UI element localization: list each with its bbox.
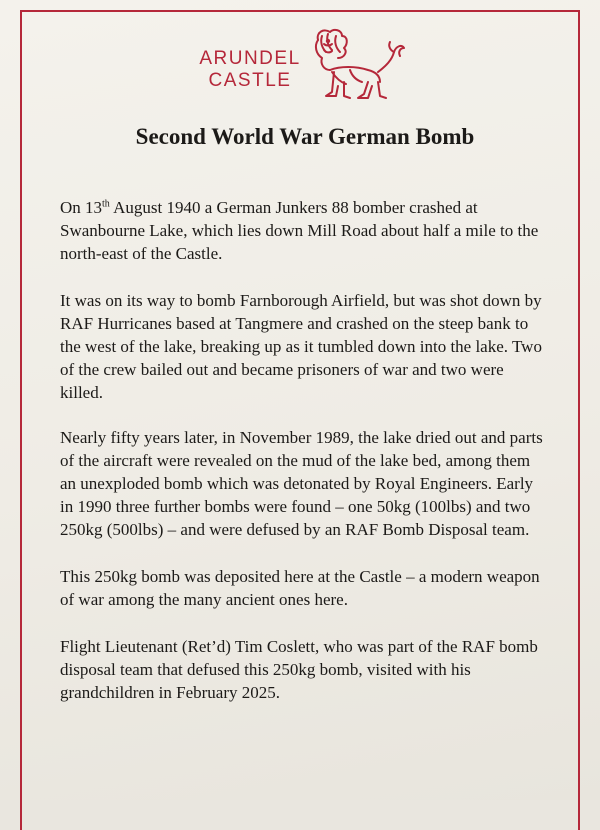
paragraph-2: It was on its way to bomb Farnborough Airfield, but was shot down by RAF Hurricanes based at Tangmere and crashed on the steep bank to the west of the lake, breaking up as it tumbled down into the lake. Two of the crew bailed out and became prisoners of war and two were killed.	[60, 291, 542, 402]
p1-text-start: On 13	[60, 198, 103, 217]
p1-text-end: August 1940 a German Junkers 88 bomber crashed at Swanbourne Lake, which lies down Mill Road about half a mile to the north-east of the Castle.	[60, 198, 539, 263]
heraldic-lion-icon	[306, 26, 406, 104]
logo-wordmark	[196, 48, 304, 92]
logo-line-2: CASTLE	[208, 70, 292, 91]
page-title: Second World War German Bomb	[135, 124, 475, 149]
paragraph-3: Nearly fifty years later, in November 1989, the lake dried out and parts of the aircraft were revealed on the mud of the lake bed, among them an unexploded bomb which was detonated by Royal Engineers. Early in 1990 three further bombs were found – one 50kg (100lbs) and two 250kg (500lbs) – and were defused by an RAF Bomb Disposal team.	[60, 428, 543, 539]
arundel-castle-logo	[196, 26, 416, 106]
paragraph-5: Flight Lieutenant (Ret’d) Tim Coslett, who was part of the RAF bomb disposal team that defused this 250kg bomb, visited with his grandchildren in February 2025.	[60, 637, 538, 702]
paragraph-4: This 250kg bomb was deposited here at the Castle – a modern weapon of war among the many ancient ones here.	[60, 567, 540, 609]
paragraph-1	[60, 196, 550, 265]
body-text	[60, 196, 550, 728]
logo-line-1: ARUNDEL	[199, 48, 301, 69]
p1-superscript: th	[102, 198, 110, 210]
